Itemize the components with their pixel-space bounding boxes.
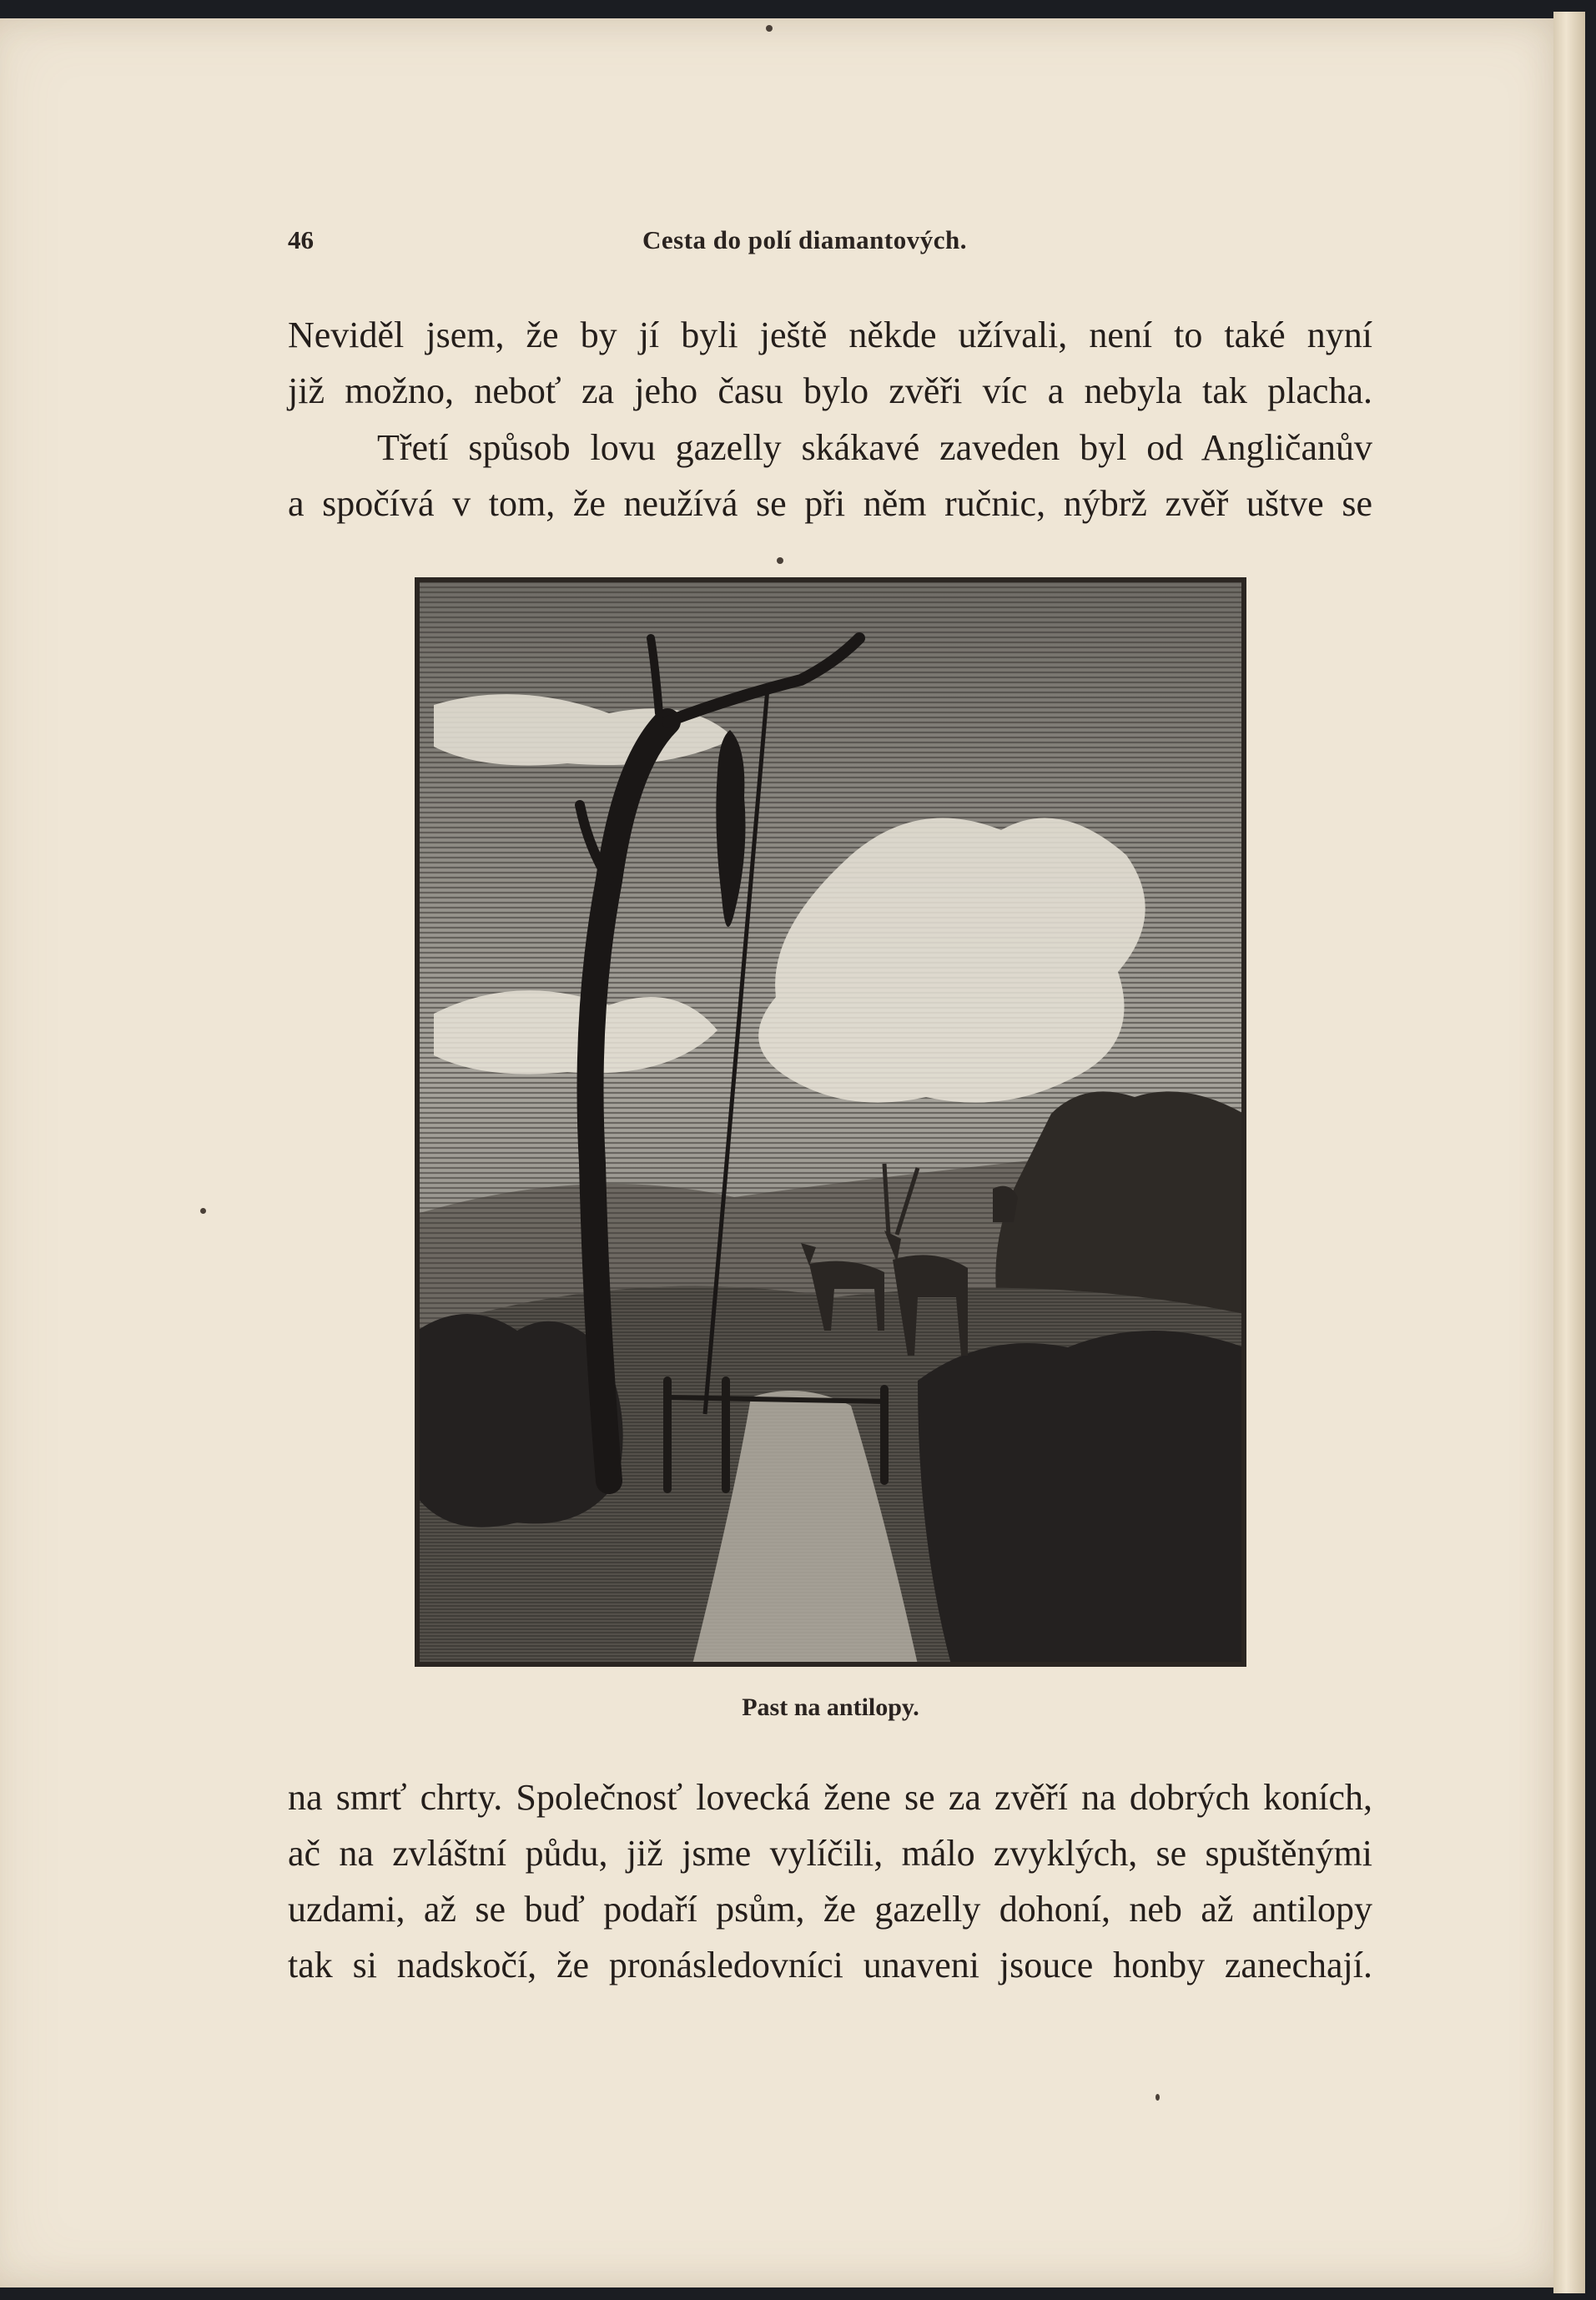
ink-speck — [766, 25, 773, 32]
text-line: již možno, neboť za jeho času bylo zvěři víc a nebyla tak placha. — [288, 370, 1372, 411]
engraving-illustration — [415, 577, 1246, 1667]
text-line: tak si nadskočí, že pronásledovníci unaveni jsouce honby zanechají. — [288, 1945, 1372, 1985]
text-line: a spočívá v tom, že neužívá se při něm ručnic, nýbrž zvěř uštve se — [288, 483, 1372, 524]
antelope-trap-engraving — [417, 580, 1244, 1664]
text-line: na smrť chrty. Společnosť lovecká žene se za zvěří na dobrých koních, — [288, 1777, 1372, 1818]
text-line: Neviděl jsem, že by jí byli ještě někde užívali, není to také nyní — [288, 315, 1372, 355]
page-number: 46 — [288, 225, 314, 254]
figure-caption: Past na antilopy. — [742, 1694, 919, 1721]
text-line: ač na zvláštní půdu, již jsme vylíčili, málo zvyklých, se spuštěnými — [288, 1833, 1372, 1874]
paragraph-1 — [288, 307, 1372, 419]
page-header — [288, 225, 1372, 265]
text-line: Třetí spůsob lovu gazelly skákavé zaveden byl od Angličanův — [377, 427, 1372, 468]
paragraph-3 — [288, 1769, 1372, 1993]
running-title: Cesta do polí diamantových. — [642, 225, 967, 254]
ink-speck — [777, 557, 783, 564]
page-edge — [1553, 12, 1585, 2293]
ink-speck — [1155, 2094, 1160, 2101]
text-line: uzdami, až se buď podaří psům, že gazelly dohoní, neb až antilopy — [288, 1889, 1372, 1930]
ink-speck — [200, 1208, 206, 1214]
paragraph-2 — [288, 420, 1372, 531]
